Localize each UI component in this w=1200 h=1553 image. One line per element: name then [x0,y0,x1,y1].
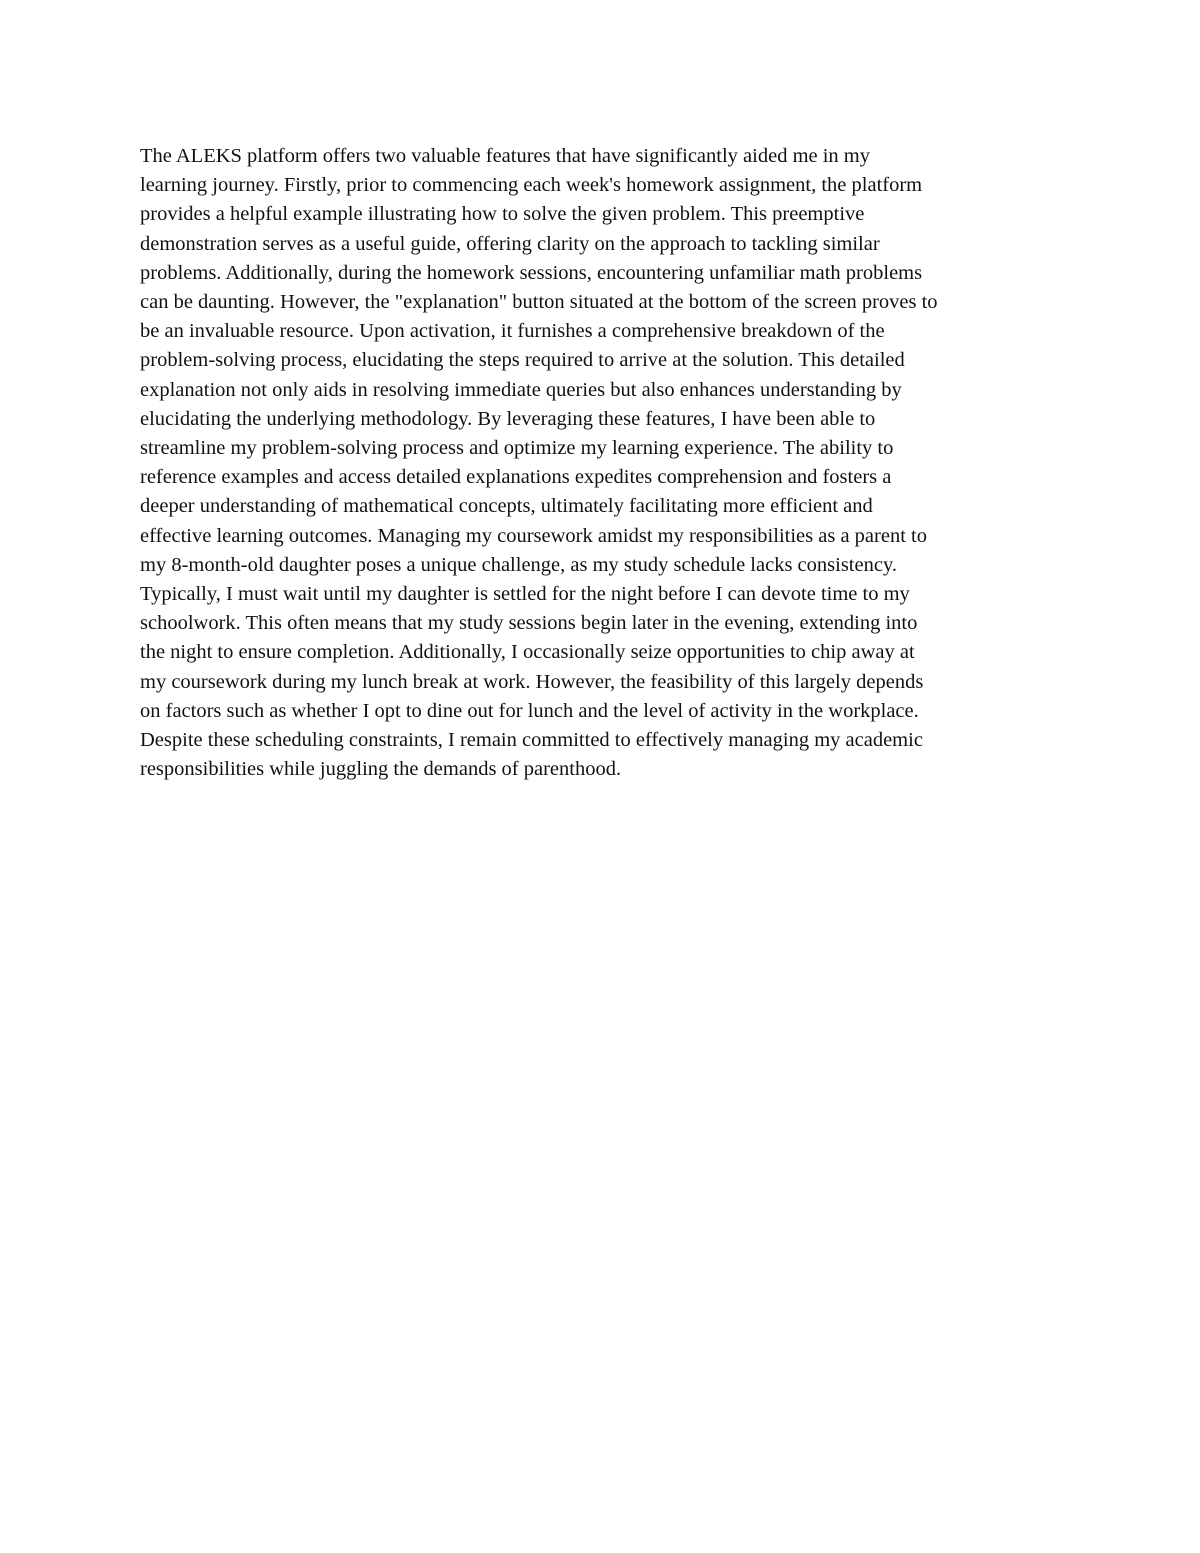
text-line: deeper understanding of mathematical concepts, ultimately facilitating more efficient and [140,495,873,518]
text-line: elucidating the underlying methodology. By leveraging these features, I have been able to [140,407,876,430]
text-line: demonstration serves as a useful guide, offering clarity on the approach to tackling similar [140,232,880,255]
text-line: reference examples and access detailed explanations expedites comprehension and fosters a [140,466,892,489]
text-line: schoolwork. This often means that my study sessions begin later in the evening, extending into [140,612,918,635]
text-line: provides a helpful example illustrating how to solve the given problem. This preemptive [140,203,865,226]
text-line: Typically, I must wait until my daughter is settled for the night before I can devote time to my [140,583,910,606]
body-paragraph [140,142,1070,784]
text-line: responsibilities while juggling the demands of parenthood. [140,758,622,781]
text-line: The ALEKS platform offers two valuable features that have significantly aided me in my [140,145,871,167]
text-line: Despite these scheduling constraints, I remain committed to effectively managing my academic [140,729,923,752]
text-line: effective learning outcomes. Managing my coursework amidst my responsibilities as a parent to [140,524,927,547]
text-line: my 8-month-old daughter poses a unique challenge, as my study schedule lacks consistency. [140,553,897,576]
text-line: on factors such as whether I opt to dine out for lunch and the level of activity in the workplace. [140,699,919,722]
text-line: problem-solving process, elucidating the steps required to arrive at the solution. This detailed [140,349,905,372]
text-line: the night to ensure completion. Additionally, I occasionally seize opportunities to chip away at [140,641,915,664]
text-line: explanation not only aids in resolving immediate queries but also enhances understanding by [140,378,902,401]
text-line: can be daunting. However, the "explanation" button situated at the bottom of the screen proves to [140,291,938,314]
text-line: be an invaluable resource. Upon activation, it furnishes a comprehensive breakdown of the [140,320,885,343]
text-line: my coursework during my lunch break at work. However, the feasibility of this largely depends [140,670,924,693]
text-line: streamline my problem-solving process and optimize my learning experience. The ability to [140,437,894,460]
text-line: learning journey. Firstly, prior to commencing each week's homework assignment, the platform [140,174,923,197]
text-line: problems. Additionally, during the homework sessions, encountering unfamiliar math problems [140,261,923,284]
